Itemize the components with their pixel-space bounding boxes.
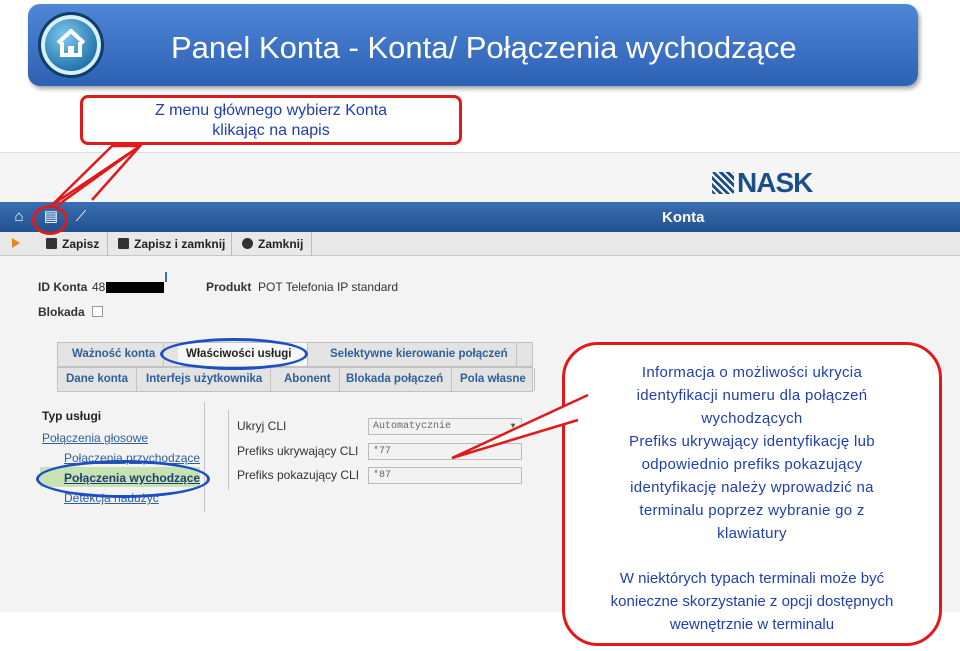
instruction-line-1: Z menu głównego wybierz Konta — [154, 102, 388, 119]
chart-nav-icon[interactable]: ⟋ — [75, 208, 87, 225]
page-title: Panel Konta - Konta/ Połączenia wychodzące — [171, 30, 797, 65]
prefix-show-label: Prefiks pokazujący CLI — [237, 468, 360, 482]
menu-voice-calls[interactable]: Połączenia głosowe — [42, 431, 149, 445]
save-button[interactable]: Zapisz — [40, 232, 108, 256]
service-type-title: Typ usługi — [42, 409, 102, 423]
instruction-line-2: klikając na napis — [212, 122, 330, 139]
hide-cli-label: Ukryj CLI — [237, 419, 287, 433]
info-text: Informacja o możliwości ukrycia identyfikacji numeru dla połączeń wychodzących Prefiks ukrywający identyfikację lub odpowiednio prefiks pokazujący identyfikację należy wprowadzić na terminalu poprzez wybranie go z klawiatury — [629, 364, 875, 542]
accounts-nav-icon[interactable]: ▤ — [43, 208, 59, 225]
lock-label: Blokada — [38, 305, 85, 319]
menu-fraud-detection[interactable]: Detekcja nadużyć — [64, 491, 159, 505]
nav-title: Konta — [662, 209, 705, 226]
hide-cli-select[interactable]: Automatycznie ▼ — [368, 418, 522, 435]
note-text: W niektórych typach terminali może być konieczne skorzystanie z opcji dostępnych wewnętrznie w terminalu — [610, 570, 894, 633]
product-value: POT Telefonia IP standard — [258, 280, 399, 294]
tab-account-data[interactable]: Dane konta — [58, 368, 137, 391]
prefix-hide-label: Prefiks ukrywający CLI — [237, 444, 359, 458]
prefix-hide-input[interactable]: *77 — [368, 443, 522, 460]
tab-call-blocking[interactable]: Blokada połączeń — [338, 368, 452, 391]
menu-outgoing-calls[interactable]: Połączenia wychodzące — [64, 471, 201, 485]
home-nav-icon[interactable]: ⌂ — [14, 208, 24, 225]
close-button[interactable]: Zamknij — [236, 232, 312, 256]
product-label: Produkt — [206, 280, 252, 294]
chevron-down-icon: ▼ — [510, 422, 516, 431]
account-id-value: 48 — [92, 280, 106, 294]
tab-custom-fields[interactable]: Pola własne — [452, 368, 535, 391]
save-close-button[interactable]: Zapisz i zamknij — [112, 232, 232, 256]
account-id-label: ID Konta — [38, 280, 88, 294]
nask-logo: NASK — [712, 167, 812, 199]
tab-subscriber[interactable]: Abonent — [276, 368, 340, 391]
tab-user-interface[interactable]: Interfejs użytkownika — [138, 368, 271, 391]
menu-incoming-calls[interactable]: Połączenia przychodzące — [64, 451, 201, 465]
prefix-show-input[interactable]: *87 — [368, 467, 522, 484]
tab-selective-routing[interactable]: Selektywne kierowanie połączeń — [322, 343, 517, 366]
tab-validity[interactable]: Ważność konta — [64, 343, 164, 366]
tab-service-properties[interactable]: Właściwości usługi — [178, 343, 308, 366]
